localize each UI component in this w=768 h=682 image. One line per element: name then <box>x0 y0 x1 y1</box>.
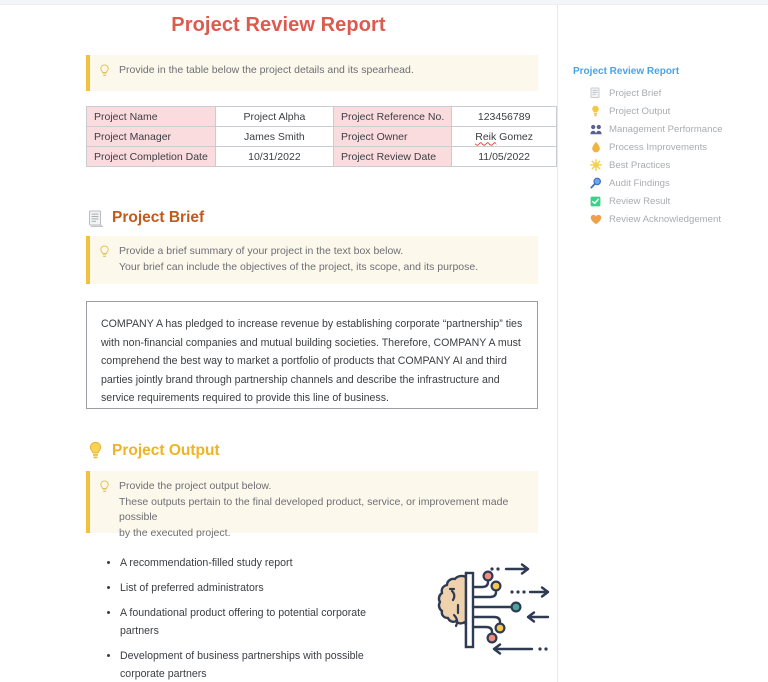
project-brief-textbox[interactable] <box>86 301 538 409</box>
cell-label-project-review-date: Project Review Date <box>333 147 451 167</box>
project-brief-callout <box>86 236 538 284</box>
intro-callout <box>86 55 538 91</box>
navigation-sidebar <box>559 5 768 682</box>
project-brief-body: COMPANY A has pledged to increase revenue by establishing corporate “partnership” ties with non-financial companies and mutual building societies. Therefore, COMPANY A must comprehend the best way to market a portfolio of products that COMPANY AI and third parties jointly brand through partnership channels and describe the infrastructure and service requirements required to provide this line of business. <box>101 318 523 404</box>
lightbulb-icon <box>88 441 103 460</box>
cell-value-project-review-date: 11/05/2022 <box>452 147 557 167</box>
list-item: • List of preferred administrators <box>120 579 394 597</box>
lightbulb-icon <box>589 105 602 118</box>
sidebar-item-audit-findings[interactable] <box>573 174 763 192</box>
sidebar-item-label: Management Performance <box>609 123 723 135</box>
project-details-table <box>86 106 557 167</box>
project-brief-callout-text <box>119 244 478 275</box>
ai-brain-circuit-icon <box>432 561 550 664</box>
cell-value-project-owner <box>452 127 557 147</box>
sidebar-item-label: Project Output <box>609 105 671 117</box>
document-pane <box>0 5 558 682</box>
section-heading-project-brief <box>88 209 204 227</box>
callout-line: Provide in the table below the project details and its spearhead. <box>119 64 414 76</box>
lightbulb-icon <box>99 245 110 263</box>
callout-line: These outputs pertain to the final developed product, service, or improvement made possible <box>119 495 509 523</box>
table-row <box>87 147 557 167</box>
list-item: • Development of business partnerships with possible corporate partners <box>120 647 394 682</box>
lightbulb-icon <box>99 64 110 82</box>
sidebar-item-label: Review Acknowledgement <box>609 213 721 225</box>
list-item: • A foundational product offering to potential corporate partners <box>120 604 394 640</box>
cell-label-project-name: Project Name <box>87 107 216 127</box>
sidebar-list <box>573 84 763 228</box>
owner-surname: Gomez <box>496 130 534 143</box>
document-icon <box>88 210 103 227</box>
callout-line: Provide a brief summary of your project in the text box below. <box>119 245 404 257</box>
document-icon <box>589 87 602 100</box>
callout-line: by the executed project. <box>119 526 231 539</box>
sidebar-item-label: Audit Findings <box>609 177 670 189</box>
sidebar-item-label: Review Result <box>609 195 671 207</box>
sun-icon <box>589 159 602 172</box>
cell-label-project-completion-date: Project Completion Date <box>87 147 216 167</box>
list-item: • A recommendation-filled study report <box>120 554 394 572</box>
cell-value-project-manager: James Smith <box>215 127 333 147</box>
cell-value-project-reference-no: 123456789 <box>452 107 557 127</box>
heart-icon <box>589 213 602 226</box>
cell-label-project-manager: Project Manager <box>87 127 216 147</box>
sidebar-item-label: Best Practices <box>609 159 671 171</box>
page-title: Project Review Report <box>171 14 386 36</box>
people-icon <box>589 123 602 136</box>
sidebar-title: Project Review Report <box>573 66 680 77</box>
sidebar-item-project-output[interactable] <box>573 102 763 120</box>
table-row <box>87 107 557 127</box>
sidebar-item-management-performance[interactable] <box>573 120 763 138</box>
sidebar-item-best-practices[interactable] <box>573 156 763 174</box>
sidebar-item-label: Process Improvements <box>609 141 708 153</box>
check-square-icon <box>589 195 602 208</box>
cell-label-project-owner: Project Owner <box>333 127 451 147</box>
cell-value-project-completion-date: 10/31/2022 <box>215 147 333 167</box>
lightbulb-icon <box>99 480 110 498</box>
project-output-list <box>104 554 394 682</box>
misspelled-word: Reik <box>475 130 497 143</box>
project-output-callout <box>86 471 538 539</box>
table-row <box>87 127 557 147</box>
callout-line: Provide the project output below. <box>119 480 272 492</box>
intro-callout-text <box>119 63 414 79</box>
cell-label-project-reference-no: Project Reference No. <box>333 107 451 127</box>
magnifier-icon <box>589 177 602 190</box>
sidebar-item-project-brief[interactable] <box>573 84 763 102</box>
sidebar-item-review-result[interactable] <box>573 192 763 210</box>
sidebar-item-label: Project Brief <box>609 87 662 99</box>
cell-value-project-name: Project Alpha <box>215 107 333 127</box>
section-title: Project Brief <box>112 209 205 226</box>
section-title: Project Output <box>112 441 220 459</box>
section-heading-project-output <box>88 441 220 460</box>
project-output-callout-text <box>119 479 528 541</box>
droplet-icon <box>589 141 602 154</box>
sidebar-item-process-improvements[interactable] <box>573 138 763 156</box>
callout-line: Your brief can include the objectives of the project, its scope, and its purpose. <box>119 260 479 273</box>
sidebar-item-review-acknowledgement[interactable] <box>573 210 763 228</box>
